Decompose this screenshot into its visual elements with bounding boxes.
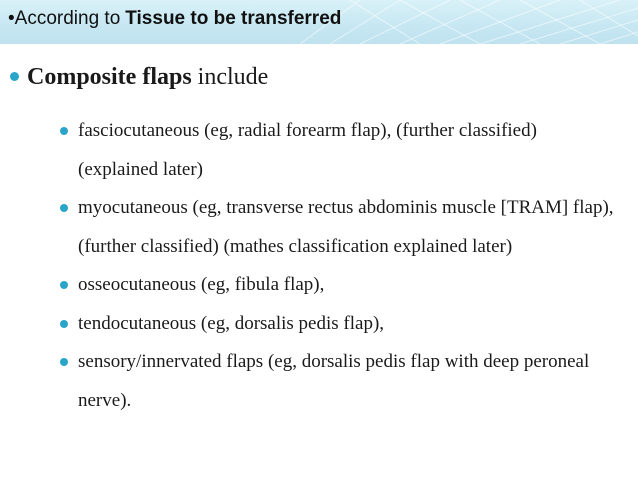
header-prefix: •According to — [8, 8, 121, 29]
list-item — [60, 266, 620, 305]
bullet-list — [60, 112, 620, 420]
header-emphasis: Tissue to be transferred — [125, 8, 342, 29]
bullet-icon — [60, 358, 68, 366]
list-item-text: tendocutaneous (eg, dorsalis pedis flap), — [78, 312, 385, 334]
bullet-icon — [60, 320, 68, 328]
list-item-text: myocutaneous (eg, transverse rectus abdominis muscle [TRAM] flap), (further classified) (mathes classification explained later) — [78, 197, 614, 257]
bullet-icon — [60, 281, 68, 289]
bullet-icon — [60, 127, 68, 135]
heading-rest: include — [191, 64, 269, 90]
header-band — [0, 0, 638, 44]
bullet-icon — [10, 72, 19, 81]
list-item-text: osseocutaneous (eg, fibula flap), — [78, 274, 325, 295]
bullet-icon — [60, 204, 68, 212]
header-title — [8, 8, 341, 30]
list-item — [60, 112, 620, 189]
list-item — [60, 189, 620, 266]
list-item-text: sensory/innervated flaps (eg, dorsalis pedis flap with deep peroneal nerve). — [78, 351, 590, 411]
list-item — [60, 305, 620, 344]
heading-composite-flaps — [10, 64, 268, 91]
heading-strong: Composite flaps — [27, 64, 192, 90]
list-item — [60, 343, 620, 420]
list-item-text: fasciocutaneous (eg, radial forearm flap), (further classified) (explained later) — [78, 120, 537, 180]
